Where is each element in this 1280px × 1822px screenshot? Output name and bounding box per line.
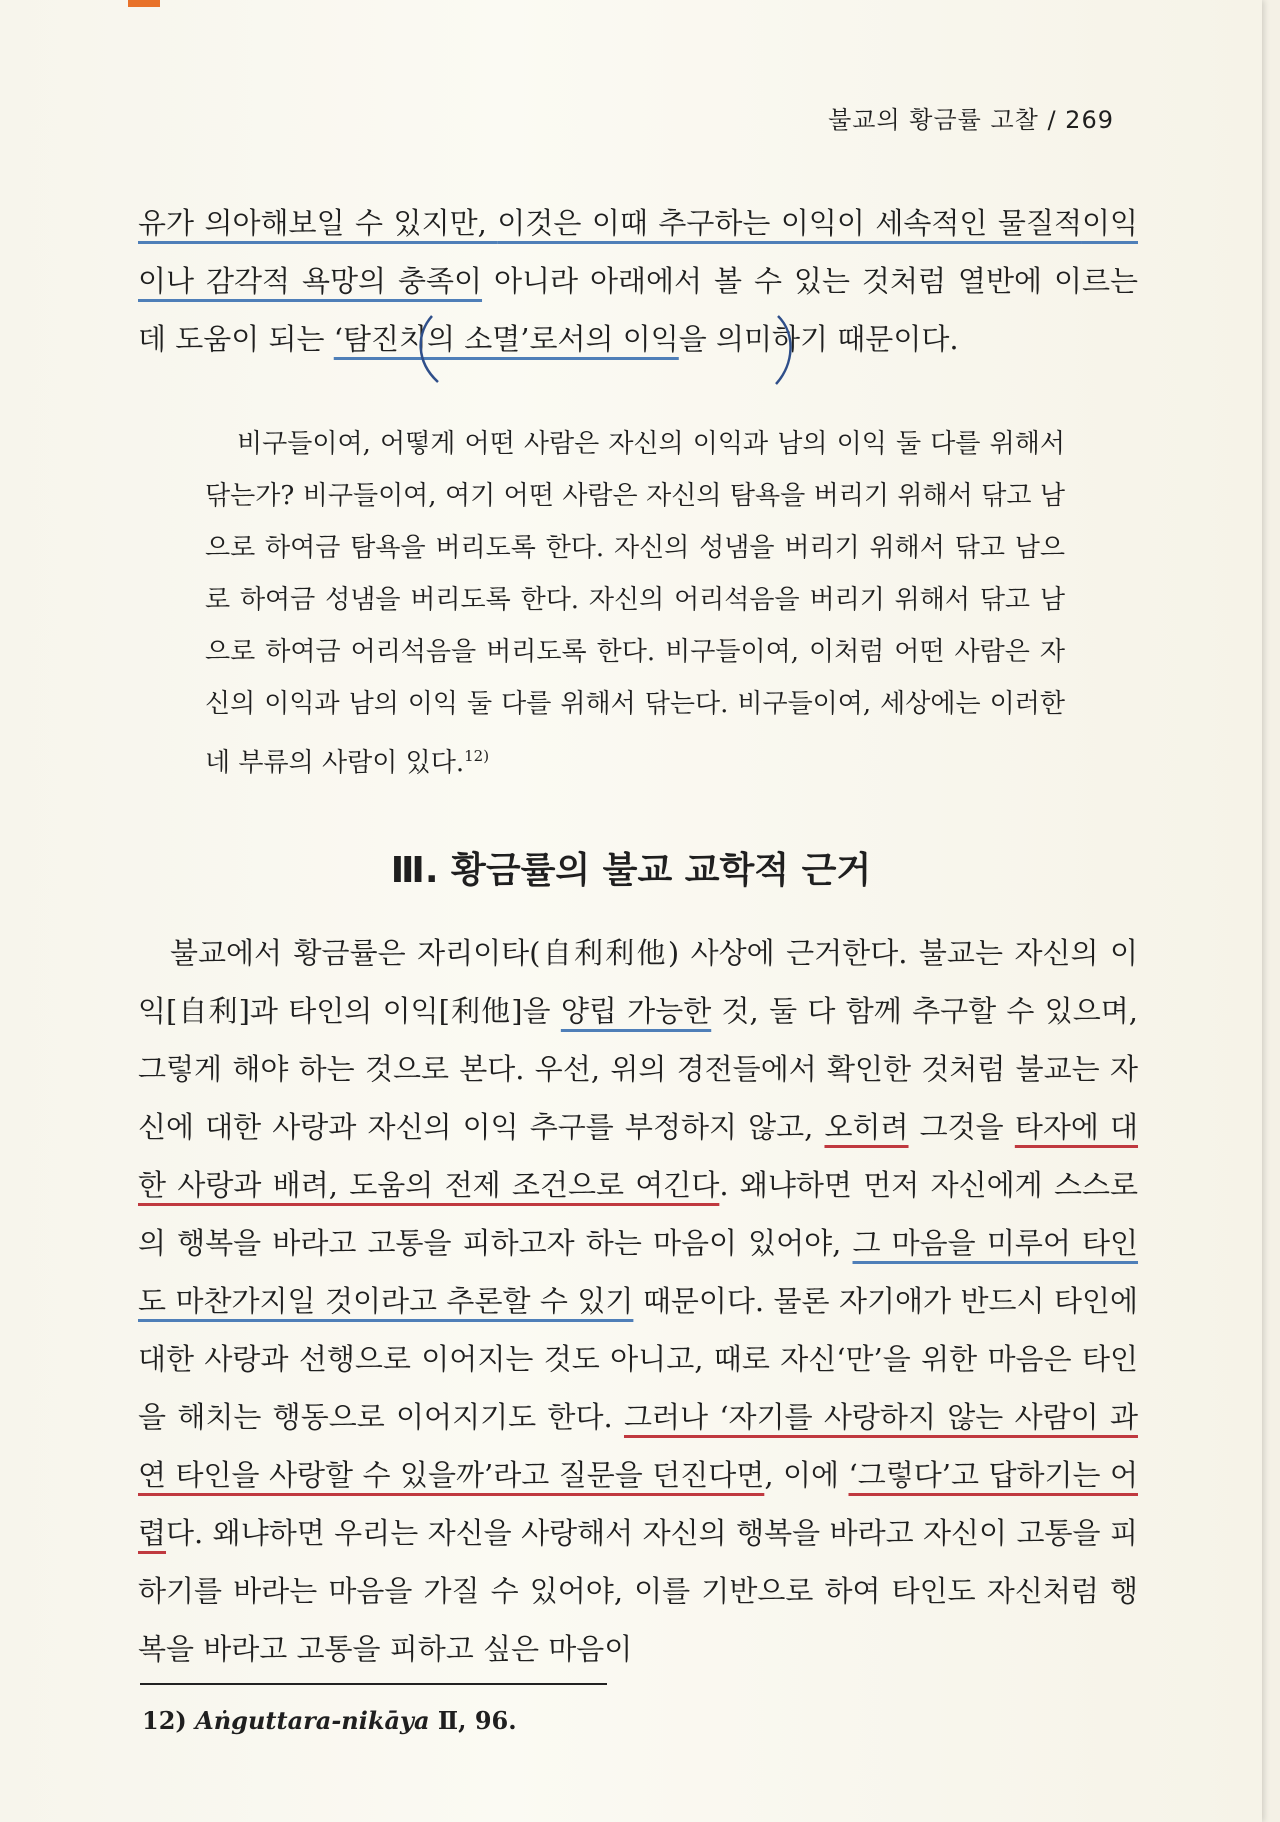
text-run: . 왜냐하면 먼저 자신에게 스스로의 행복을 바라고 고통을 피하고자 하는 마음이 있어야,	[138, 1168, 1138, 1260]
underlined-phrase: 이것은 이때 추구하는 이익이 세속적인 물질적	[497, 206, 1082, 240]
footnote-source-title: Aṅguttara-nikāya	[195, 1706, 430, 1735]
underlined-phrase: 그 마음을 미루어 타인도 마찬가지일 것이라고 추론할 수 있기	[138, 1226, 1139, 1318]
underlined-phrase: 양립 가능한	[560, 994, 712, 1028]
text-run: 이르는 데 도움이 되는	[138, 264, 1138, 356]
footnote-number: 12)	[142, 1706, 196, 1735]
text-run: 을 의미하기 때문이다.	[678, 322, 959, 356]
block-quote	[205, 418, 1065, 789]
text-run: , 이에	[764, 1458, 849, 1492]
underlined-phrase: 타자에 대한 사랑과 배려, 도움의 전제 조건으로 여긴다	[138, 1110, 1139, 1202]
text-run: 그것을	[908, 1110, 1015, 1144]
quote-text: 비구들이여, 어떻게 어떤 사람은 자신의 이익과 남의 이익 둘 다를 위해서 닦는가? 비구들이여, 여기 어떤 사람은 자신의 탐욕을 버리기 위해서 닦고 남으로 하여금 탐욕을 버리도록 한다. 자신의 성냄을 버리기 위해서 닦고 남으로 하여금 성냄을 버리도록 한다. 자신의 어리석음을 버리기 위해서 닦고 남으로 하여금 어리석음을 버리도록 한다. 비구들이여, 이처럼 어떤 사람은 자신의 이익과 남의 이익 둘 다를 위해서 닦는다. 비구들이여, 세상에는 이러한 네 부류의 사람이 있다.	[205, 429, 1065, 778]
color-tab-marker	[128, 0, 160, 7]
footnote-reference: 12)	[464, 747, 490, 765]
continuation-paragraph	[138, 194, 1138, 368]
text-run: 아니라 아래에서 볼 수 있는 것처럼 열반에	[482, 264, 1042, 298]
underlined-phrase: 이익이나 감각적 욕망의 충족이	[138, 206, 1138, 298]
main-paragraph	[138, 924, 1138, 1678]
text-run: 것, 둘 다 함께 추구할 수 있으며, 그렇게 해야 하는 것으로 본다. 우선, 위의 경전들에서 확인한 것처럼 불교는 자신에 대한 사랑과 자신의 이익 추구를 부정하지 않고,	[138, 994, 1138, 1144]
underlined-phrase: ‘그렇다’고 답하기는 어렵	[138, 1458, 1138, 1550]
footnote-divider	[140, 1683, 607, 1685]
text-run: 불교에서 황금률은 자리이타(自利利他) 사상에 근거한다. 불교는 자신의 이익[自利]과 타인의 이익[利他]을	[138, 936, 1138, 1028]
section-heading: Ⅲ. 황금률의 불교 교학적 근거	[390, 850, 872, 891]
footnote	[142, 1706, 517, 1735]
running-header: 불교의 황금률 고찰 / 269	[828, 106, 1114, 134]
circled-phrase: ‘탐진치의 소멸’로서의 이익	[333, 322, 679, 356]
underlined-phrase: 오히려	[824, 1110, 909, 1144]
underlined-phrase: 그러나 ‘자기를 사랑하지 않는 사람이 과연 타인을 사랑할 수 있을까’라고 질문을 던진다면	[138, 1400, 1138, 1492]
text-run: 때문이다. 물론 자기애가 반드시 타인에 대한 사랑과 선행으로 이어지는 것도 아니고, 때로 자신‘만’을 위한 마음은 타인을 해치는 행동으로 이어지기도 한다.	[138, 1284, 1138, 1434]
underlined-phrase: 유가 의아해보일 수 있지만,	[138, 206, 498, 240]
text-run: 다. 왜냐하면 우리는 자신을 사랑해서 자신의 행복을 바라고 자신이 고통을 피하기를 바라는 마음을 가질 수 있어야, 이를 기반으로 하여 타인도 자신처럼 행복을 바라고 고통을 피하고 싶은 마음이	[138, 1516, 1138, 1666]
footnote-source-ref: Ⅱ, 96.	[429, 1706, 517, 1735]
